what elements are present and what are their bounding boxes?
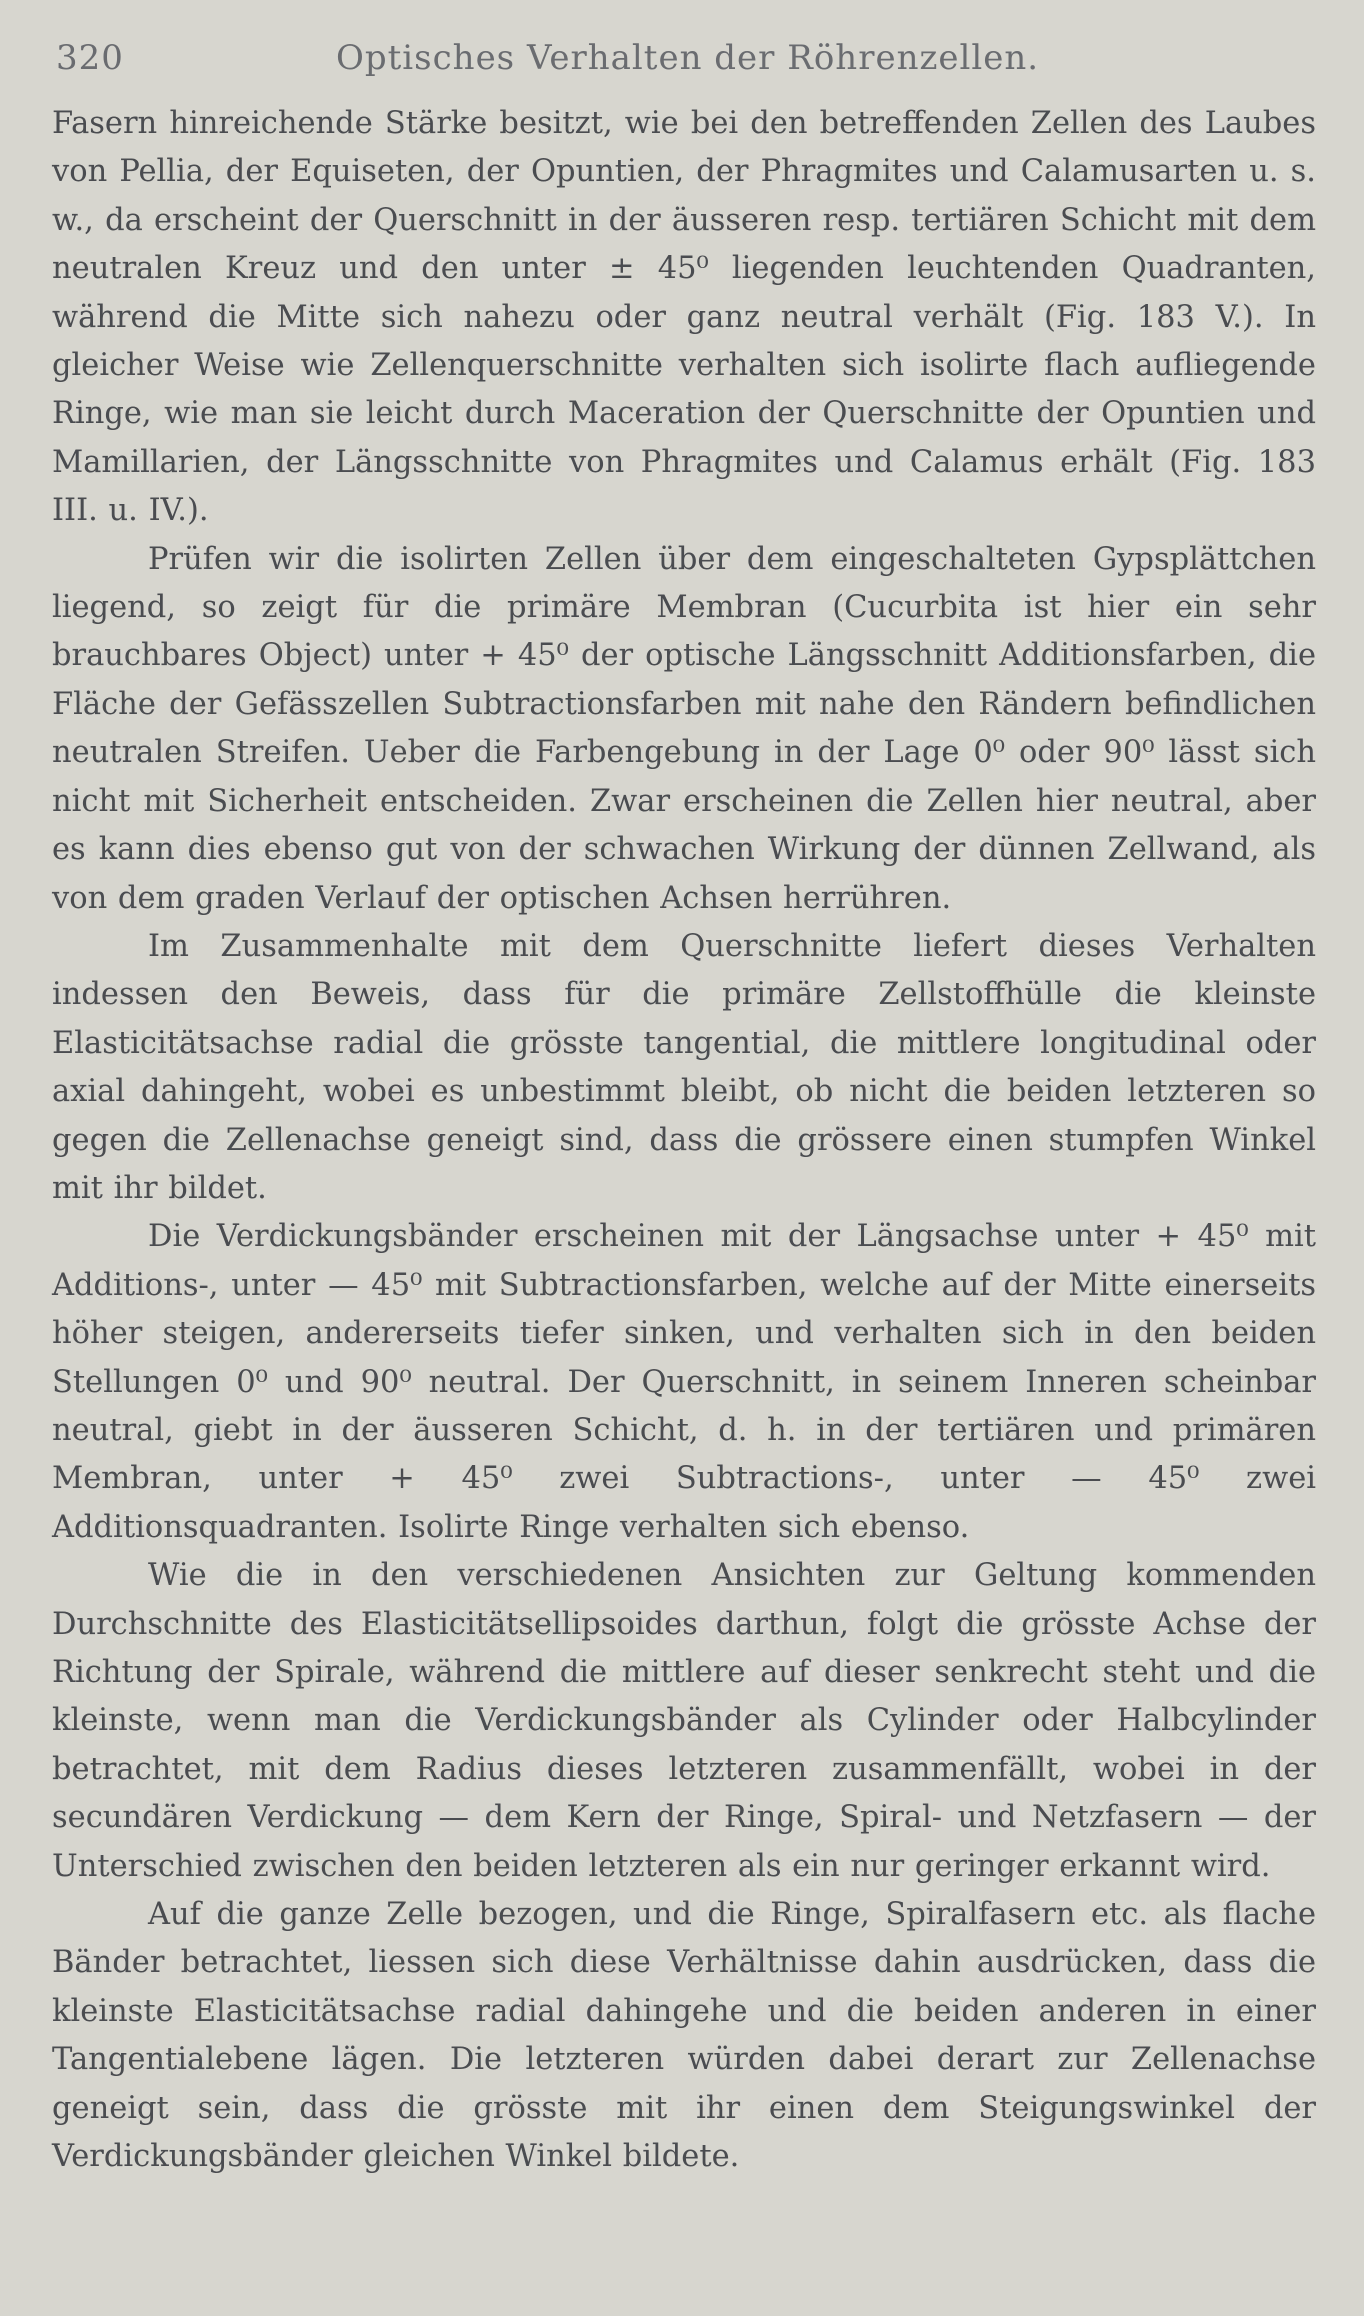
paragraph: Im Zusammenhalte mit dem Querschnitte liefert dieses Verhalten indessen den Beweis, dass für die primäre Zellstoffhülle die kleinste Elasticitätsachse radial die grösste tangential, die mittlere longitudinal oder axial dahingeht, wobei es unbestimmt bleibt, ob nicht die beiden letzteren so gegen die Zellenachse geneigt sind, dass die grössere einen stumpfen Winkel mit ihr bildet. [52,928,1316,1206]
paragraph-continued: Fasern hinreichende Stärke besitzt, wie bei den betreffenden Zellen des Laubes von Pellia, der Equiseten, der Opuntien, der Phragmites und Calamusarten u. s. w., da erscheint der Querschnitt in der äusseren resp. tertiären Schicht mit dem neutralen Kreuz und den unter ± 45⁰ liegenden leuchtenden Quadranten, während die Mitte sich nahezu oder ganz neutral verhält (Fig. 183 V.). In gleicher Weise wie Zellenquerschnitte verhalten sich isolirte flach aufliegende Ringe, wie man sie leicht durch Maceration der Querschnitte der Opuntien und Mamillarien, der Längsschnitte von Phragmites und Calamus erhält (Fig. 183 III. u. IV.). [52,106,1316,529]
paragraph: Wie die in den verschiedenen Ansichten zur Geltung kommenden Durchschnitte des Elasticitätsellipsoides darthun, folgt die grösste Achse der Richtung der Spirale, während die mittlere auf dieser senkrecht steht und die kleinste, wenn man die Verdickungsbänder als Cylinder oder Halbcylinder betrachtet, mit dem Radius dieses letzteren zusammenfällt, wobei in der secundären Verdickung — dem Kern der Ringe, Spiral- und Netzfasern — der Unterschied zwischen den beiden letzteren als ein nur geringer erkannt wird. [52,1558,1316,1884]
page-number: 320 [56,38,124,78]
paragraph: Die Verdickungsbänder erscheinen mit der Längsachse unter + 45⁰ mit Additions-, unter — 45⁰ mit Subtractionsfarben, welche auf der Mitte einerseits höher steigen, andererseits tiefer sinken, und verhalten sich in den beiden Stellungen 0⁰ und 90⁰ neutral. Der Querschnitt, in seinem Inneren scheinbar neutral, giebt in der äusseren Schicht, d. h. in der tertiären und primären Membran, unter + 45⁰ zwei Subtractions-, unter — 45⁰ zwei Additionsquadranten. Isolirte Ringe verhalten sich ebenso. [52,1219,1316,1545]
page-header [52,30,1316,88]
paragraph: Auf die ganze Zelle bezogen, und die Ringe, Spiralfasern etc. als flache Bänder betrachtet, liessen sich diese Verhältnisse dahin ausdrücken, dass die kleinste Elasticitätsachse radial dahingehe und die beiden anderen in einer Tangentialebene lägen. Die letzteren würden dabei derart zur Zellenachse geneigt sein, dass die grösste mit ihr einen dem Steigungswinkel der Verdickungsbänder gleichen Winkel bildete. [52,1897,1316,2175]
body-text [52,100,1316,2181]
running-title: Optisches Verhalten der Röhrenzellen. [336,38,1040,78]
paragraph: Prüfen wir die isolirten Zellen über dem eingeschalteten Gypsplättchen liegend, so zeigt für die primäre Membran (Cucurbita ist hier ein sehr brauchbares Object) unter + 45⁰ der optische Längsschnitt Additionsfarben, die Fläche der Gefässzellen Subtractionsfarben mit nahe den Rändern befindlichen neutralen Streifen. Ueber die Farbengebung in der Lage 0⁰ oder 90⁰ lässt sich nicht mit Sicherheit entscheiden. Zwar erscheinen die Zellen hier neutral, aber es kann dies ebenso gut von der schwachen Wirkung der dünnen Zellwand, als von dem graden Verlauf der optischen Achsen herrühren. [52,541,1316,916]
